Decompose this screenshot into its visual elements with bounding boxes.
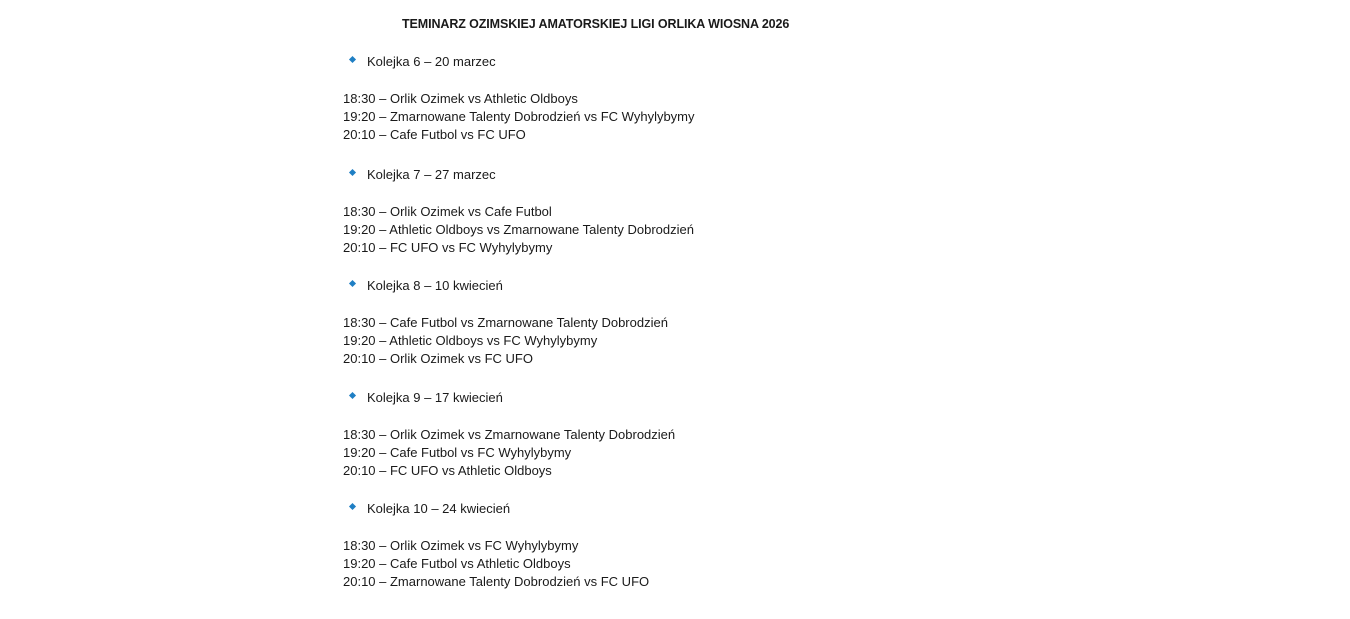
round-label: Kolejka 6 – 20 marzec: [367, 54, 496, 69]
match-line: 18:30 – Cafe Futbol vs Zmarnowane Talenty Dobrodzień: [343, 315, 668, 330]
round-section: [343, 166, 1043, 255]
match-line: 20:10 – FC UFO vs FC Wyhylybymy: [343, 240, 553, 255]
match-line: 20:10 – Orlik Ozimek vs FC UFO: [343, 351, 533, 366]
round-label: Kolejka 8 – 10 kwiecień: [367, 278, 503, 293]
diamond-bullet-icon: [349, 503, 356, 510]
round-header: [343, 277, 1043, 295]
round-header: [343, 389, 1043, 407]
match-line: 19:20 – Cafe Futbol vs Athletic Oldboys: [343, 556, 571, 571]
diamond-bullet-icon: [349, 280, 356, 287]
match-line: 18:30 – Orlik Ozimek vs Zmarnowane Talenty Dobrodzień: [343, 427, 676, 442]
match-line: 20:10 – Cafe Futbol vs FC UFO: [343, 127, 526, 142]
match-line: 20:10 – Zmarnowane Talenty Dobrodzień vs FC UFO: [343, 574, 650, 589]
match-line: 18:30 – Orlik Ozimek vs FC Wyhylybymy: [343, 538, 579, 553]
round-section: [343, 277, 1043, 366]
round-section: [343, 389, 1043, 478]
match-line: 19:20 – Cafe Futbol vs FC Wyhylybymy: [343, 445, 572, 460]
match-line: 19:20 – Zmarnowane Talenty Dobrodzień vs FC Wyhylybymy: [343, 109, 695, 124]
diamond-bullet-icon: [349, 392, 356, 399]
round-section: [343, 53, 1043, 142]
round-header: [343, 500, 1043, 518]
diamond-bullet-icon: [349, 56, 356, 63]
match-line: 18:30 – Orlik Ozimek vs Cafe Futbol: [343, 204, 552, 219]
match-list: [343, 90, 695, 144]
match-line: 19:20 – Athletic Oldboys vs FC Wyhylybymy: [343, 333, 598, 348]
round-label: Kolejka 9 – 17 kwiecień: [367, 390, 503, 405]
round-label: Kolejka 10 – 24 kwiecień: [367, 501, 511, 516]
match-list: [343, 426, 675, 480]
match-line: 20:10 – FC UFO vs Athletic Oldboys: [343, 463, 552, 478]
round-header: [343, 53, 1043, 71]
match-line: 19:20 – Athletic Oldboys vs Zmarnowane Talenty Dobrodzień: [343, 222, 694, 237]
diamond-bullet-icon: [349, 169, 356, 176]
match-list: [343, 314, 668, 368]
page-title: TEMINARZ OZIMSKIEJ AMATORSKIEJ LIGI ORLIKA WIOSNA 2026: [402, 17, 790, 31]
round-section: [343, 500, 1043, 589]
round-header: [343, 166, 1043, 184]
round-label: Kolejka 7 – 27 marzec: [367, 167, 496, 182]
match-list: [343, 203, 694, 257]
match-list: [343, 537, 649, 591]
match-line: 18:30 – Orlik Ozimek vs Athletic Oldboys: [343, 91, 578, 106]
